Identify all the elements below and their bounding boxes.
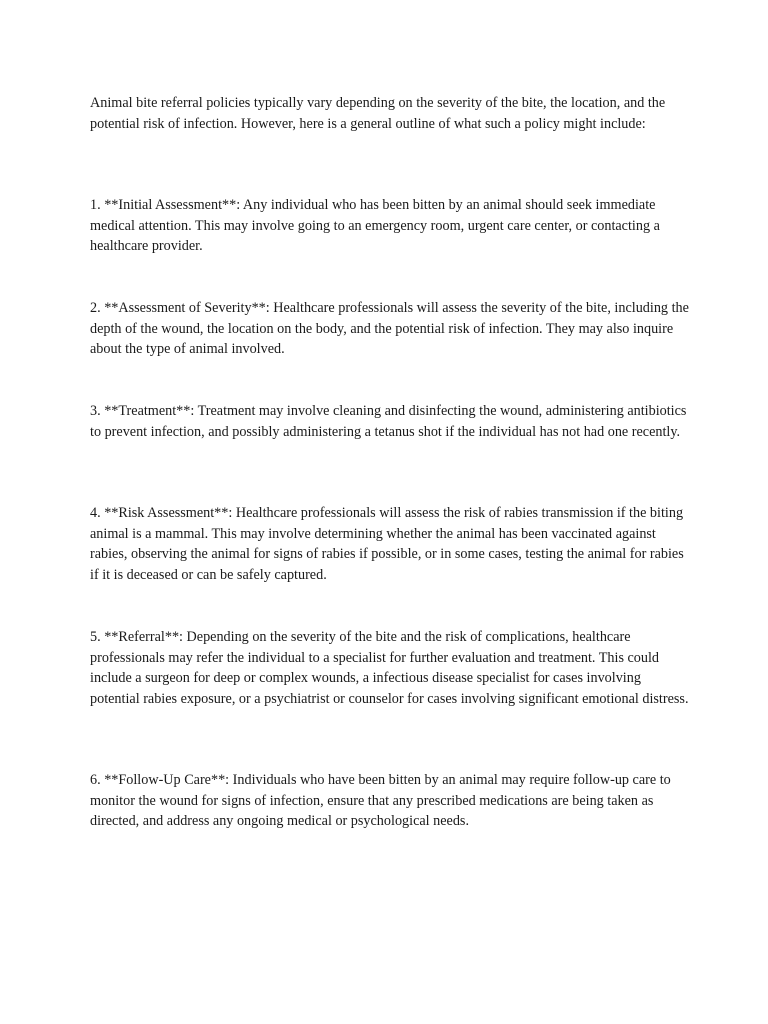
list-item-treatment: 3. **Treatment**: Treatment may involve cleaning and disinfecting the wound, administering antibiotics to prevent infection, and possibly administering a tetanus shot if the individual has not had one recently. [90, 403, 687, 440]
list-item-referral: 5. **Referral**: Depending on the severity of the bite and the risk of complications, healthcare professionals may refer the individual to a specialist for further evaluation and treatment. This could include a surgeon for deep or complex wounds, a infectious disease specialist for cases involving potential rabies exposure, or a psychiatrist or counselor for cases involving significant emotional distress. [90, 629, 689, 707]
intro-paragraph: Animal bite referral policies typically vary depending on the severity of the bite, the location, and the potential risk of infection. However, here is a general outline of what such a policy might include: [90, 95, 666, 132]
list-item-assessment-of-severity: 2. **Assessment of Severity**: Healthcare professionals will assess the severity of the bite, including the depth of the wound, the location on the body, and the potential risk of infection. They may also inquire about the type of animal involved. [90, 300, 689, 358]
list-item-initial-assessment: 1. **Initial Assessment**: Any individual who has been bitten by an animal should seek immediate medical attention. This may involve going to an emergency room, urgent care center, or contacting a healthcare provider. [90, 197, 660, 255]
list-item-risk-assessment: 4. **Risk Assessment**: Healthcare professionals will assess the risk of rabies transmission if the biting animal is a mammal. This may involve determining whether the animal has been vaccinated against rabies, observing the animal for signs of rabies if possible, or in some cases, testing the animal for rabies if it is deceased or can be safely captured. [90, 505, 684, 583]
list-item-follow-up-care: 6. **Follow-Up Care**: Individuals who have been bitten by an animal may require follow-up care to monitor the wound for signs of infection, ensure that any prescribed medications are being taken as directed, and address any ongoing medical or psychological needs. [90, 772, 671, 830]
